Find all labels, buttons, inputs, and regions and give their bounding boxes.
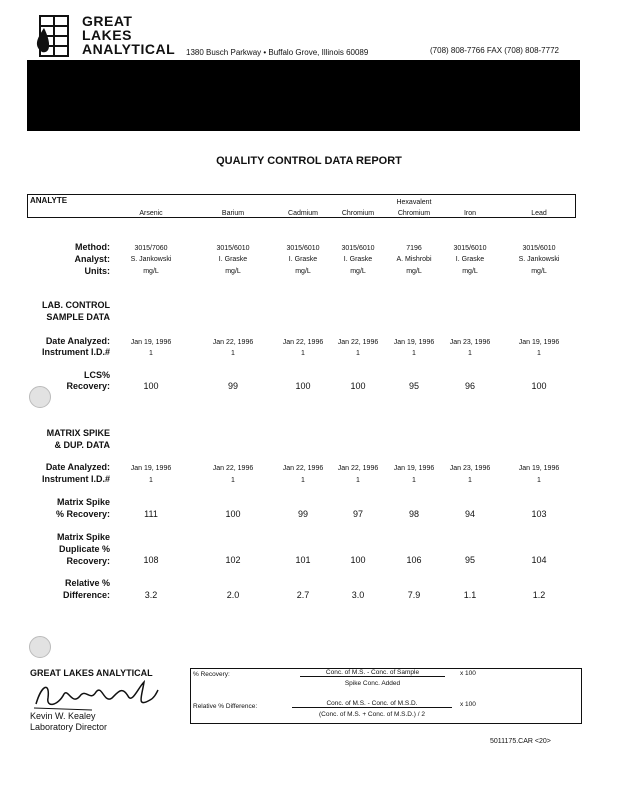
ms-recovery-cell: 111 [144,509,158,519]
msd-recovery-cell: 104 [531,555,547,565]
analyte-analyst: I. Graske [218,256,248,263]
company-address: 1380 Busch Parkway • Buffalo Grove, Illinois 60089 [186,48,369,57]
msd-recovery-label: Matrix Spike [56,532,110,542]
ms-instrument-label: Instrument I.D.# [41,474,110,484]
ms-date-cell: Jan 19, 1996 [393,465,435,472]
signer-block [30,711,107,733]
company-phone: (708) 808-7766 FAX (708) 808-7772 [430,46,559,55]
lcs-date-label: Date Analyzed: [45,336,110,346]
ms-recovery-cell: 98 [408,509,419,519]
lcs-recovery-cell: 100 [350,381,366,391]
lcs-date-cell: Jan 19, 1996 [518,339,560,346]
lcs-section-title: LAB. CONTROL [42,300,110,310]
lcs-instrument-cell: 1 [149,350,153,357]
lcs-date-cell: Jan 19, 1996 [393,339,435,346]
analyte-units: mg/L [143,268,159,275]
ms-recovery-cell: 100 [225,509,241,519]
company-logo-icon [30,14,70,58]
msd-recovery-cell: 95 [464,555,475,565]
analyte-name: Lead [531,210,547,217]
rpd-formula-numerator: Conc. of M.S. - Conc. of M.S.D. [292,700,452,708]
ms-date-cell: Jan 19, 1996 [130,465,172,472]
rpd-cell: 3.0 [351,590,365,600]
analyte-method: 3015/6010 [341,245,375,252]
ms-instrument-cell: 1 [231,477,235,484]
ms-instrument-cell: 1 [301,477,305,484]
analyte-name-top: Hexavalent [396,199,432,206]
msd-recovery-label: Duplicate % [58,544,110,554]
lcs-recovery-label: LCS% [83,370,110,380]
recovery-formula-numerator: Conc. of M.S. - Conc. of Sample [300,669,445,677]
ms-date-label: Date Analyzed: [45,462,110,472]
signer-title: Laboratory Director [30,722,108,732]
rpd-cell: 1.1 [463,590,477,600]
analyte-units: mg/L [462,268,478,275]
footer-company: GREAT LAKES ANALYTICAL [30,668,153,678]
ms-instrument-cell: 1 [356,477,360,484]
analyte-units: mg/L [531,268,547,275]
punch-hole [29,386,51,408]
analyte-analyst: S. Jankowski [130,256,172,263]
ms-recovery-cell: 103 [531,509,547,519]
analyte-name: Arsenic [139,210,163,217]
signature-image [32,678,162,714]
lcs-date-cell: Jan 22, 1996 [337,339,379,346]
lcs-recovery-cell: 95 [408,381,419,391]
company-name [82,14,175,56]
analyte-units: mg/L [295,268,311,275]
lcs-recovery-cell: 100 [531,381,547,391]
lcs-date-cell: Jan 19, 1996 [130,339,172,346]
ms-section-title: & DUP. DATA [54,440,110,450]
analyte-method: 3015/6010 [453,245,487,252]
file-reference: 5011175.CAR <20> [490,738,551,745]
analyte-analyst: S. Jankowski [518,256,560,263]
lcs-recovery-cell: 99 [227,381,238,391]
analyte-method: 3015/6010 [286,245,320,252]
lcs-instrument-label: Instrument I.D.# [41,347,110,357]
ms-instrument-cell: 1 [149,477,153,484]
analyst-label: Analyst: [74,254,110,264]
method-label: Method: [75,242,110,252]
analyte-analyst: A. Mishrobi [396,256,432,263]
ms-date-cell: Jan 19, 1996 [518,465,560,472]
ms-recovery-cell: 94 [464,509,475,519]
ms-recovery-label: % Recovery: [55,509,110,519]
lcs-instrument-cell: 1 [468,350,472,357]
lcs-instrument-cell: 1 [412,350,416,357]
lcs-recovery-cell: 96 [464,381,475,391]
ms-date-cell: Jan 23, 1996 [449,465,491,472]
msd-recovery-cell: 100 [350,555,366,565]
analyte-analyst: I. Graske [455,256,485,263]
recovery-formula-denominator: Spike Conc. Added [344,680,401,687]
analyte-method: 3015/6010 [216,245,250,252]
ms-date-cell: Jan 22, 1996 [212,465,254,472]
msd-recovery-cell: 101 [295,555,311,565]
lcs-date-cell: Jan 23, 1996 [449,339,491,346]
ms-instrument-cell: 1 [468,477,472,484]
rpd-formula-label: Relative % Difference: [193,703,258,710]
company-name-line: ANALYTICAL [82,41,176,57]
ms-section-title: MATRIX SPIKE [46,428,110,438]
ms-date-cell: Jan 22, 1996 [282,465,324,472]
msd-recovery-cell: 102 [225,555,241,565]
company-name-line: LAKES [82,27,132,43]
lcs-recovery-cell: 100 [143,381,159,391]
punch-hole [29,636,51,658]
analyte-method: 3015/7060 [134,245,168,252]
rpd-cell: 2.0 [226,590,240,600]
ms-recovery-cell: 97 [352,509,363,519]
lcs-instrument-cell: 1 [301,350,305,357]
rpd-label: Difference: [62,590,110,600]
analyte-label: ANALYTE [30,196,68,205]
lcs-instrument-cell: 1 [537,350,541,357]
analyte-name: Chromium [397,210,431,217]
redaction-bar [27,60,580,131]
rpd-label: Relative % [64,578,110,588]
signer-name: Kevin W. Kealey [30,711,96,721]
analyte-units: mg/L [350,268,366,275]
lcs-instrument-cell: 1 [231,350,235,357]
msd-recovery-cell: 108 [143,555,159,565]
rpd-cell: 1.2 [532,590,546,600]
ms-instrument-cell: 1 [412,477,416,484]
report-title: QUALITY CONTROL DATA REPORT [216,155,402,167]
ms-recovery-cell: 99 [297,509,308,519]
analyte-units: mg/L [225,268,241,275]
recovery-formula-label: % Recovery: [193,671,230,678]
analyte-analyst: I. Graske [343,256,373,263]
units-label: Units: [84,266,110,276]
ms-date-cell: Jan 22, 1996 [337,465,379,472]
lcs-recovery-label: Recovery: [66,381,110,391]
analyte-analyst: I. Graske [288,256,318,263]
recovery-formula-multiplier: x 100 [460,670,476,677]
rpd-cell: 3.2 [144,590,158,600]
msd-recovery-label: Recovery: [66,556,110,566]
analyte-name: Cadmium [288,210,318,217]
analyte-name: Chromium [341,210,375,217]
analyte-units: mg/L [406,268,422,275]
lcs-date-cell: Jan 22, 1996 [282,339,324,346]
ms-recovery-label: Matrix Spike [56,497,110,507]
analyte-name: Barium [221,210,245,217]
analyte-method: 3015/6010 [522,245,556,252]
company-name-line: GREAT [82,13,133,29]
analyte-method: 7196 [406,245,422,252]
lcs-instrument-cell: 1 [356,350,360,357]
rpd-cell: 2.7 [296,590,310,600]
ms-instrument-cell: 1 [537,477,541,484]
rpd-formula-multiplier: x 100 [460,701,476,708]
msd-recovery-cell: 106 [406,555,422,565]
rpd-formula-denominator: (Conc. of M.S. + Conc. of M.S.D.) / 2 [318,711,426,718]
lcs-section-title: SAMPLE DATA [46,312,110,322]
lcs-date-cell: Jan 22, 1996 [212,339,254,346]
lcs-recovery-cell: 100 [295,381,311,391]
analyte-name: Iron [463,210,477,217]
rpd-cell: 7.9 [407,590,421,600]
